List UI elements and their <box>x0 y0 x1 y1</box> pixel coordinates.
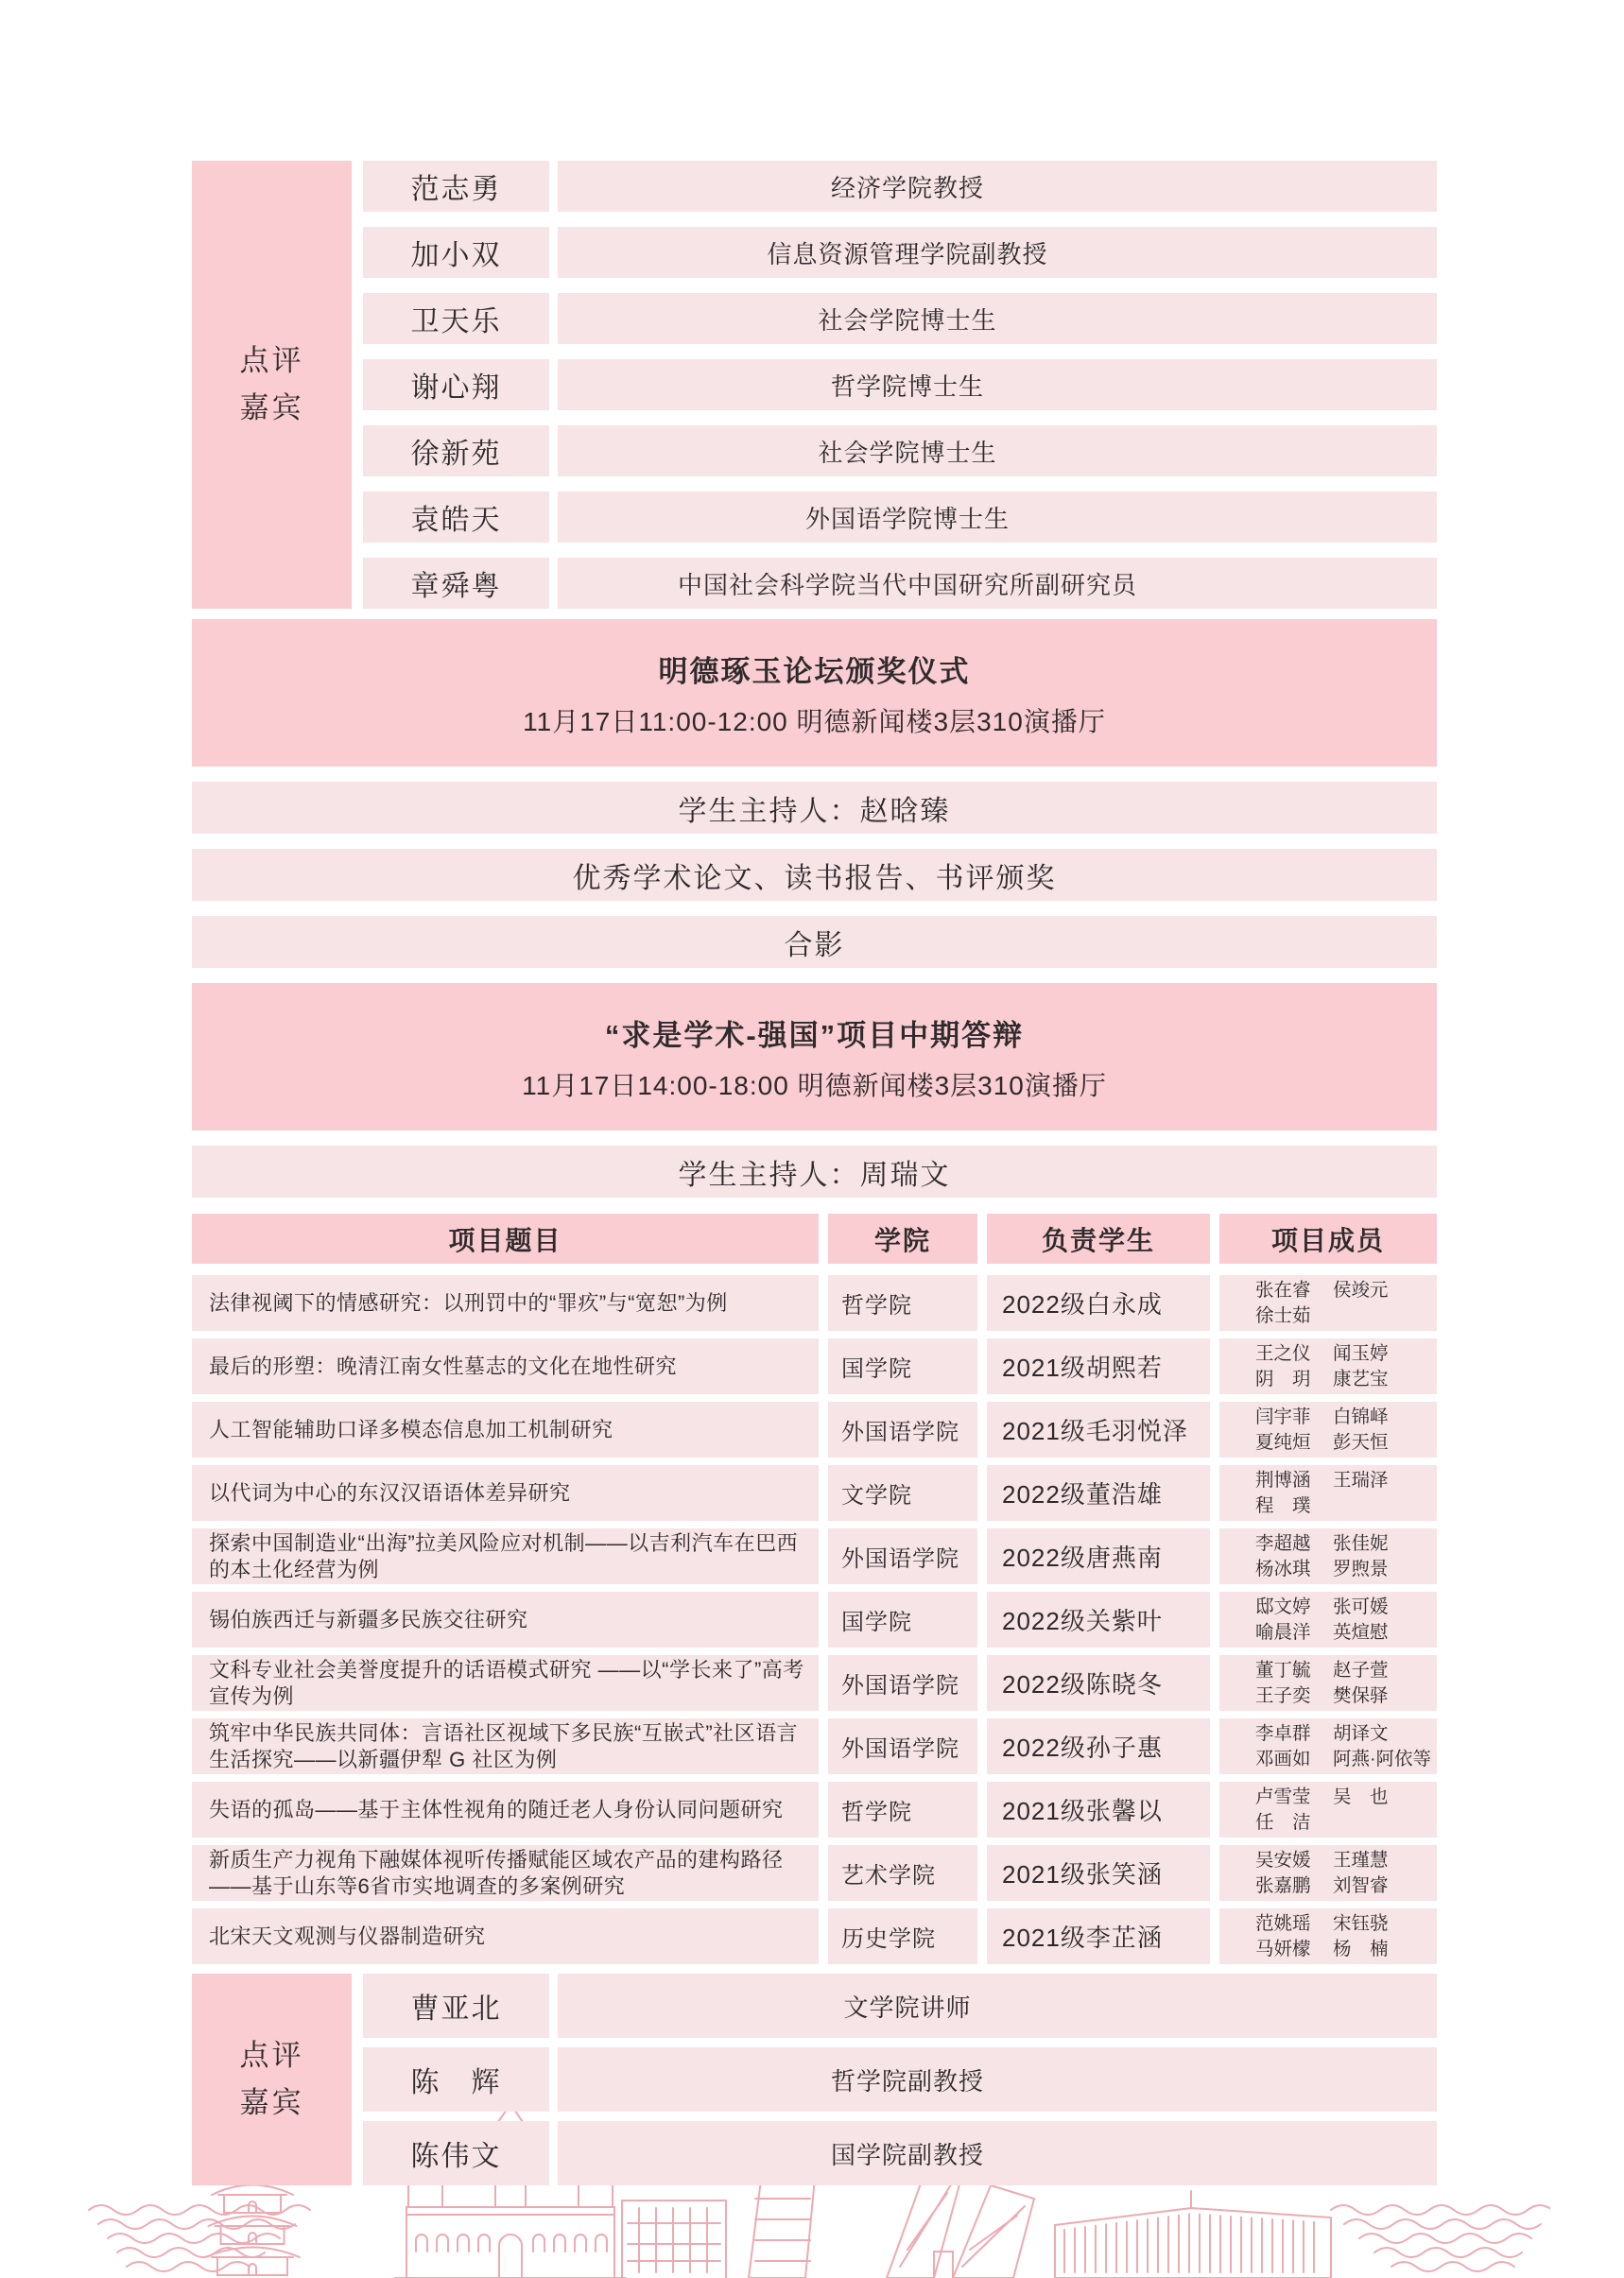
guest-name: 徐新苑 <box>363 425 549 476</box>
slab-building-illustration <box>749 2172 815 2278</box>
member-name: 张可媛 <box>1333 1596 1389 1618</box>
project-members <box>1219 1465 1437 1521</box>
project-table-header <box>192 1214 1437 1264</box>
member-name: 董丁毓 <box>1255 1660 1311 1682</box>
project-lead-student: 2022级陈晓冬 <box>987 1655 1210 1711</box>
member-name: 张佳妮 <box>1333 1533 1389 1555</box>
project-lead-student: 2021级毛羽悦泽 <box>987 1402 1210 1458</box>
project-row <box>192 1338 1437 1394</box>
project-row <box>192 1592 1437 1648</box>
project-row <box>192 1908 1437 1964</box>
project-lead-student: 2022级孙子惠 <box>987 1718 1210 1774</box>
member-name: 程 璞 <box>1255 1494 1311 1516</box>
guest-row <box>363 227 1437 278</box>
project-lead-student: 2021级张馨以 <box>987 1782 1210 1838</box>
member-line <box>1255 1531 1437 1556</box>
member-name: 王之仪 <box>1255 1343 1311 1365</box>
project-title: 最后的形塑：晚清江南女性墓志的文化在地性研究 <box>192 1338 819 1394</box>
project-title: 失语的孤岛——基于主体性视角的随迁老人身份认同问题研究 <box>192 1782 819 1838</box>
project-title: 以代词为中心的东汉汉语语体差异研究 <box>192 1465 819 1521</box>
guest-row <box>363 293 1437 344</box>
project-members <box>1219 1402 1437 1458</box>
member-name: 闫宇菲 <box>1255 1406 1311 1428</box>
member-name: 杨 楠 <box>1333 1938 1389 1959</box>
header-project-members: 项目成员 <box>1219 1214 1437 1264</box>
guest-title: 社会学院博士生 <box>558 425 1437 476</box>
project-row <box>192 1402 1437 1458</box>
member-line <box>1255 1468 1437 1493</box>
project-college: 外国语学院 <box>828 1528 977 1584</box>
member-name: 白锦峄 <box>1333 1406 1389 1428</box>
member-name: 夏纯烜 <box>1255 1431 1311 1453</box>
defense-title: “求是学术-强国”项目中期答辩 <box>604 1018 1025 1052</box>
ceremony-title: 明德琢玉论坛颁奖仪式 <box>658 654 971 688</box>
member-line <box>1255 1367 1437 1391</box>
project-title: 文科专业社会美誉度提升的话语模式研究 ——以“学长来了”高考宣传为例 <box>192 1655 819 1711</box>
member-name: 任 洁 <box>1255 1811 1311 1833</box>
member-name: 吴 也 <box>1333 1786 1389 1808</box>
ceremony-host-row: 学生主持人：赵晗臻 <box>192 782 1437 834</box>
project-members <box>1219 1845 1437 1901</box>
member-line <box>1255 1557 1437 1581</box>
guest-name: 陈伟文 <box>363 2121 549 2185</box>
guest-name: 范志勇 <box>363 161 549 212</box>
bottom-guest-table-header <box>192 1974 352 2185</box>
header-lead-student: 负责学生 <box>987 1214 1210 1264</box>
member-name: 罗煦景 <box>1333 1558 1389 1579</box>
project-members <box>1219 1592 1437 1648</box>
ceremony-item-row: 优秀学术论文、读书报告、书评颁奖 <box>192 849 1437 901</box>
member-name: 吴安媛 <box>1255 1850 1311 1872</box>
project-row <box>192 1655 1437 1711</box>
member-name: 范姚瑶 <box>1255 1913 1311 1935</box>
defense-banner <box>192 983 1437 1130</box>
project-members <box>1219 1275 1437 1331</box>
project-title: 北宋天文观测与仪器制造研究 <box>192 1908 819 1964</box>
defense-host-row: 学生主持人：周瑞文 <box>192 1146 1437 1198</box>
guest-name: 章舜粤 <box>363 558 549 609</box>
member-name: 樊保驿 <box>1333 1684 1389 1706</box>
member-name: 杨冰琪 <box>1255 1558 1311 1579</box>
guest-header-line1: 点评 <box>239 344 304 378</box>
guest-title: 国学院副教授 <box>558 2121 1437 2185</box>
guest-title: 哲学院博士生 <box>558 359 1437 410</box>
guest-row <box>363 359 1437 410</box>
member-line <box>1255 1341 1437 1366</box>
bottom-guest-table <box>192 1974 1437 2185</box>
member-line <box>1255 1848 1437 1872</box>
member-name: 王瑞泽 <box>1333 1470 1389 1492</box>
member-line <box>1255 1493 1437 1518</box>
guest-title: 文学院讲师 <box>558 1974 1437 2038</box>
guest-title: 哲学院副教授 <box>558 2047 1437 2112</box>
header-college: 学院 <box>828 1214 977 1264</box>
project-lead-student: 2021级胡熙若 <box>987 1338 1210 1394</box>
guest-title: 外国语学院博士生 <box>558 492 1437 543</box>
project-row <box>192 1845 1437 1901</box>
project-table-body <box>192 1275 1437 1964</box>
member-name: 刘智睿 <box>1333 1874 1389 1896</box>
guest-title: 社会学院博士生 <box>558 293 1437 344</box>
member-name: 张嘉鹏 <box>1255 1874 1311 1896</box>
project-college: 哲学院 <box>828 1782 977 1838</box>
member-line <box>1255 1911 1437 1936</box>
member-line <box>1255 1937 1437 1961</box>
guest-name: 谢心翔 <box>363 359 549 410</box>
top-guest-table <box>192 161 1437 609</box>
member-line <box>1255 1810 1437 1835</box>
member-name: 荆博涵 <box>1255 1470 1311 1492</box>
project-row <box>192 1718 1437 1774</box>
guest-name: 陈 辉 <box>363 2047 549 2112</box>
header-project-title: 项目题目 <box>192 1214 819 1264</box>
project-members <box>1219 1528 1437 1584</box>
member-name: 英煊慰 <box>1333 1621 1389 1643</box>
member-name: 邓画如 <box>1255 1748 1311 1769</box>
ceremony-photo-row: 合影 <box>192 916 1437 968</box>
member-name: 阿燕·阿依等 <box>1333 1748 1431 1769</box>
project-college: 外国语学院 <box>828 1718 977 1774</box>
member-line <box>1255 1303 1437 1328</box>
member-name: 李超越 <box>1255 1533 1311 1555</box>
project-members <box>1219 1908 1437 1964</box>
member-name: 康艺宝 <box>1333 1368 1389 1389</box>
project-lead-student: 2022级白永成 <box>987 1275 1210 1331</box>
project-row <box>192 1465 1437 1521</box>
guest-title: 信息资源管理学院副教授 <box>558 227 1437 278</box>
wave-decoration-right <box>1331 2205 1550 2271</box>
member-name: 闻玉婷 <box>1333 1343 1389 1365</box>
guest-name: 曹亚北 <box>363 1974 549 2038</box>
top-guest-table-header <box>192 161 352 609</box>
member-name: 阴 玥 <box>1255 1368 1311 1389</box>
member-name: 宋钰骁 <box>1333 1913 1389 1935</box>
guest-row <box>363 492 1437 543</box>
member-line <box>1255 1721 1437 1746</box>
project-college: 国学院 <box>828 1592 977 1648</box>
project-college: 文学院 <box>828 1465 977 1521</box>
member-line <box>1255 1683 1437 1708</box>
project-members <box>1219 1338 1437 1394</box>
project-college: 外国语学院 <box>828 1402 977 1458</box>
project-title: 法律视阈下的情感研究：以刑罚中的“罪疚”与“宽恕”为例 <box>192 1275 819 1331</box>
member-name: 李卓群 <box>1255 1723 1311 1745</box>
project-lead-student: 2022级唐燕南 <box>987 1528 1210 1584</box>
member-line <box>1255 1278 1437 1303</box>
project-college: 哲学院 <box>828 1275 977 1331</box>
member-name: 马妍檬 <box>1255 1938 1311 1959</box>
office-block-illustration <box>622 2200 726 2278</box>
project-members <box>1219 1718 1437 1774</box>
guest-row <box>363 425 1437 476</box>
project-title: 新质生产力视角下融媒体视听传播赋能区域农产品的建构路径——基于山东等6省市实地调查的多案例研究 <box>192 1845 819 1901</box>
project-college: 历史学院 <box>828 1908 977 1964</box>
project-lead-student: 2022级关紫叶 <box>987 1592 1210 1648</box>
member-name: 徐士茹 <box>1255 1304 1311 1326</box>
member-name: 彭天恒 <box>1333 1431 1389 1453</box>
member-line <box>1255 1595 1437 1619</box>
guest-header-line2: 嘉宾 <box>239 2086 304 2119</box>
project-college: 国学院 <box>828 1338 977 1394</box>
member-name: 张在睿 <box>1255 1280 1311 1302</box>
project-college: 外国语学院 <box>828 1655 977 1711</box>
member-name: 喻晨洋 <box>1255 1621 1311 1643</box>
project-row <box>192 1782 1437 1838</box>
project-members <box>1219 1655 1437 1711</box>
project-row <box>192 1275 1437 1331</box>
top-guest-rows <box>363 161 1437 609</box>
guest-title: 中国社会科学院当代中国研究所副研究员 <box>558 558 1437 609</box>
project-lead-student: 2022级董浩雄 <box>987 1465 1210 1521</box>
member-name: 侯竣元 <box>1333 1280 1389 1302</box>
ceremony-time: 11月17日11:00-12:00 明德新闻楼3层310演播厅 <box>523 706 1106 736</box>
guest-row <box>363 161 1437 212</box>
wave-decoration-left <box>89 2205 310 2271</box>
member-line <box>1255 1747 1437 1771</box>
long-building-illustration <box>1055 2191 1331 2278</box>
member-name: 胡译文 <box>1333 1723 1389 1745</box>
project-title: 筑牢中华民族共同体：言语社区视域下多民族“互嵌式”社区语言生活探究——以新疆伊犁 G 社区为例 <box>192 1718 819 1774</box>
guest-header-line1: 点评 <box>239 2039 304 2073</box>
project-lead-student: 2021级李芷涵 <box>987 1908 1210 1964</box>
member-name: 王瑾慧 <box>1333 1850 1389 1872</box>
guest-name: 加小双 <box>363 227 549 278</box>
member-line <box>1255 1430 1437 1455</box>
defense-time: 11月17日14:00-18:00 明德新闻楼3层310演播厅 <box>522 1070 1107 1100</box>
guest-row <box>363 2121 1437 2185</box>
guest-title: 经济学院教授 <box>558 161 1437 212</box>
guest-row <box>363 558 1437 609</box>
project-title: 锡伯族西迁与新疆多民族交往研究 <box>192 1592 819 1648</box>
guest-name: 袁皓天 <box>363 492 549 543</box>
ceremony-banner <box>192 619 1437 767</box>
member-line <box>1255 1620 1437 1645</box>
guest-row <box>363 2047 1437 2112</box>
member-name: 赵子萱 <box>1333 1660 1389 1682</box>
member-name: 王子奕 <box>1255 1684 1311 1706</box>
guest-header-line2: 嘉宾 <box>239 391 304 424</box>
project-row <box>192 1528 1437 1584</box>
member-name: 卢雪莹 <box>1255 1786 1311 1808</box>
guest-row <box>363 1974 1437 2038</box>
guest-name: 卫天乐 <box>363 293 549 344</box>
project-college: 艺术学院 <box>828 1845 977 1901</box>
member-line <box>1255 1785 1437 1809</box>
project-title: 探索中国制造业“出海”拉美风险应对机制——以吉利汽车在巴西的本土化经营为例 <box>192 1528 819 1584</box>
member-line <box>1255 1658 1437 1683</box>
member-name: 邸文婷 <box>1255 1596 1311 1618</box>
project-title: 人工智能辅助口译多模态信息加工机制研究 <box>192 1402 819 1458</box>
member-line <box>1255 1873 1437 1898</box>
bottom-guest-rows <box>363 1974 1437 2185</box>
project-lead-student: 2021级张笑涵 <box>987 1845 1210 1901</box>
project-members <box>1219 1782 1437 1838</box>
member-line <box>1255 1405 1437 1429</box>
